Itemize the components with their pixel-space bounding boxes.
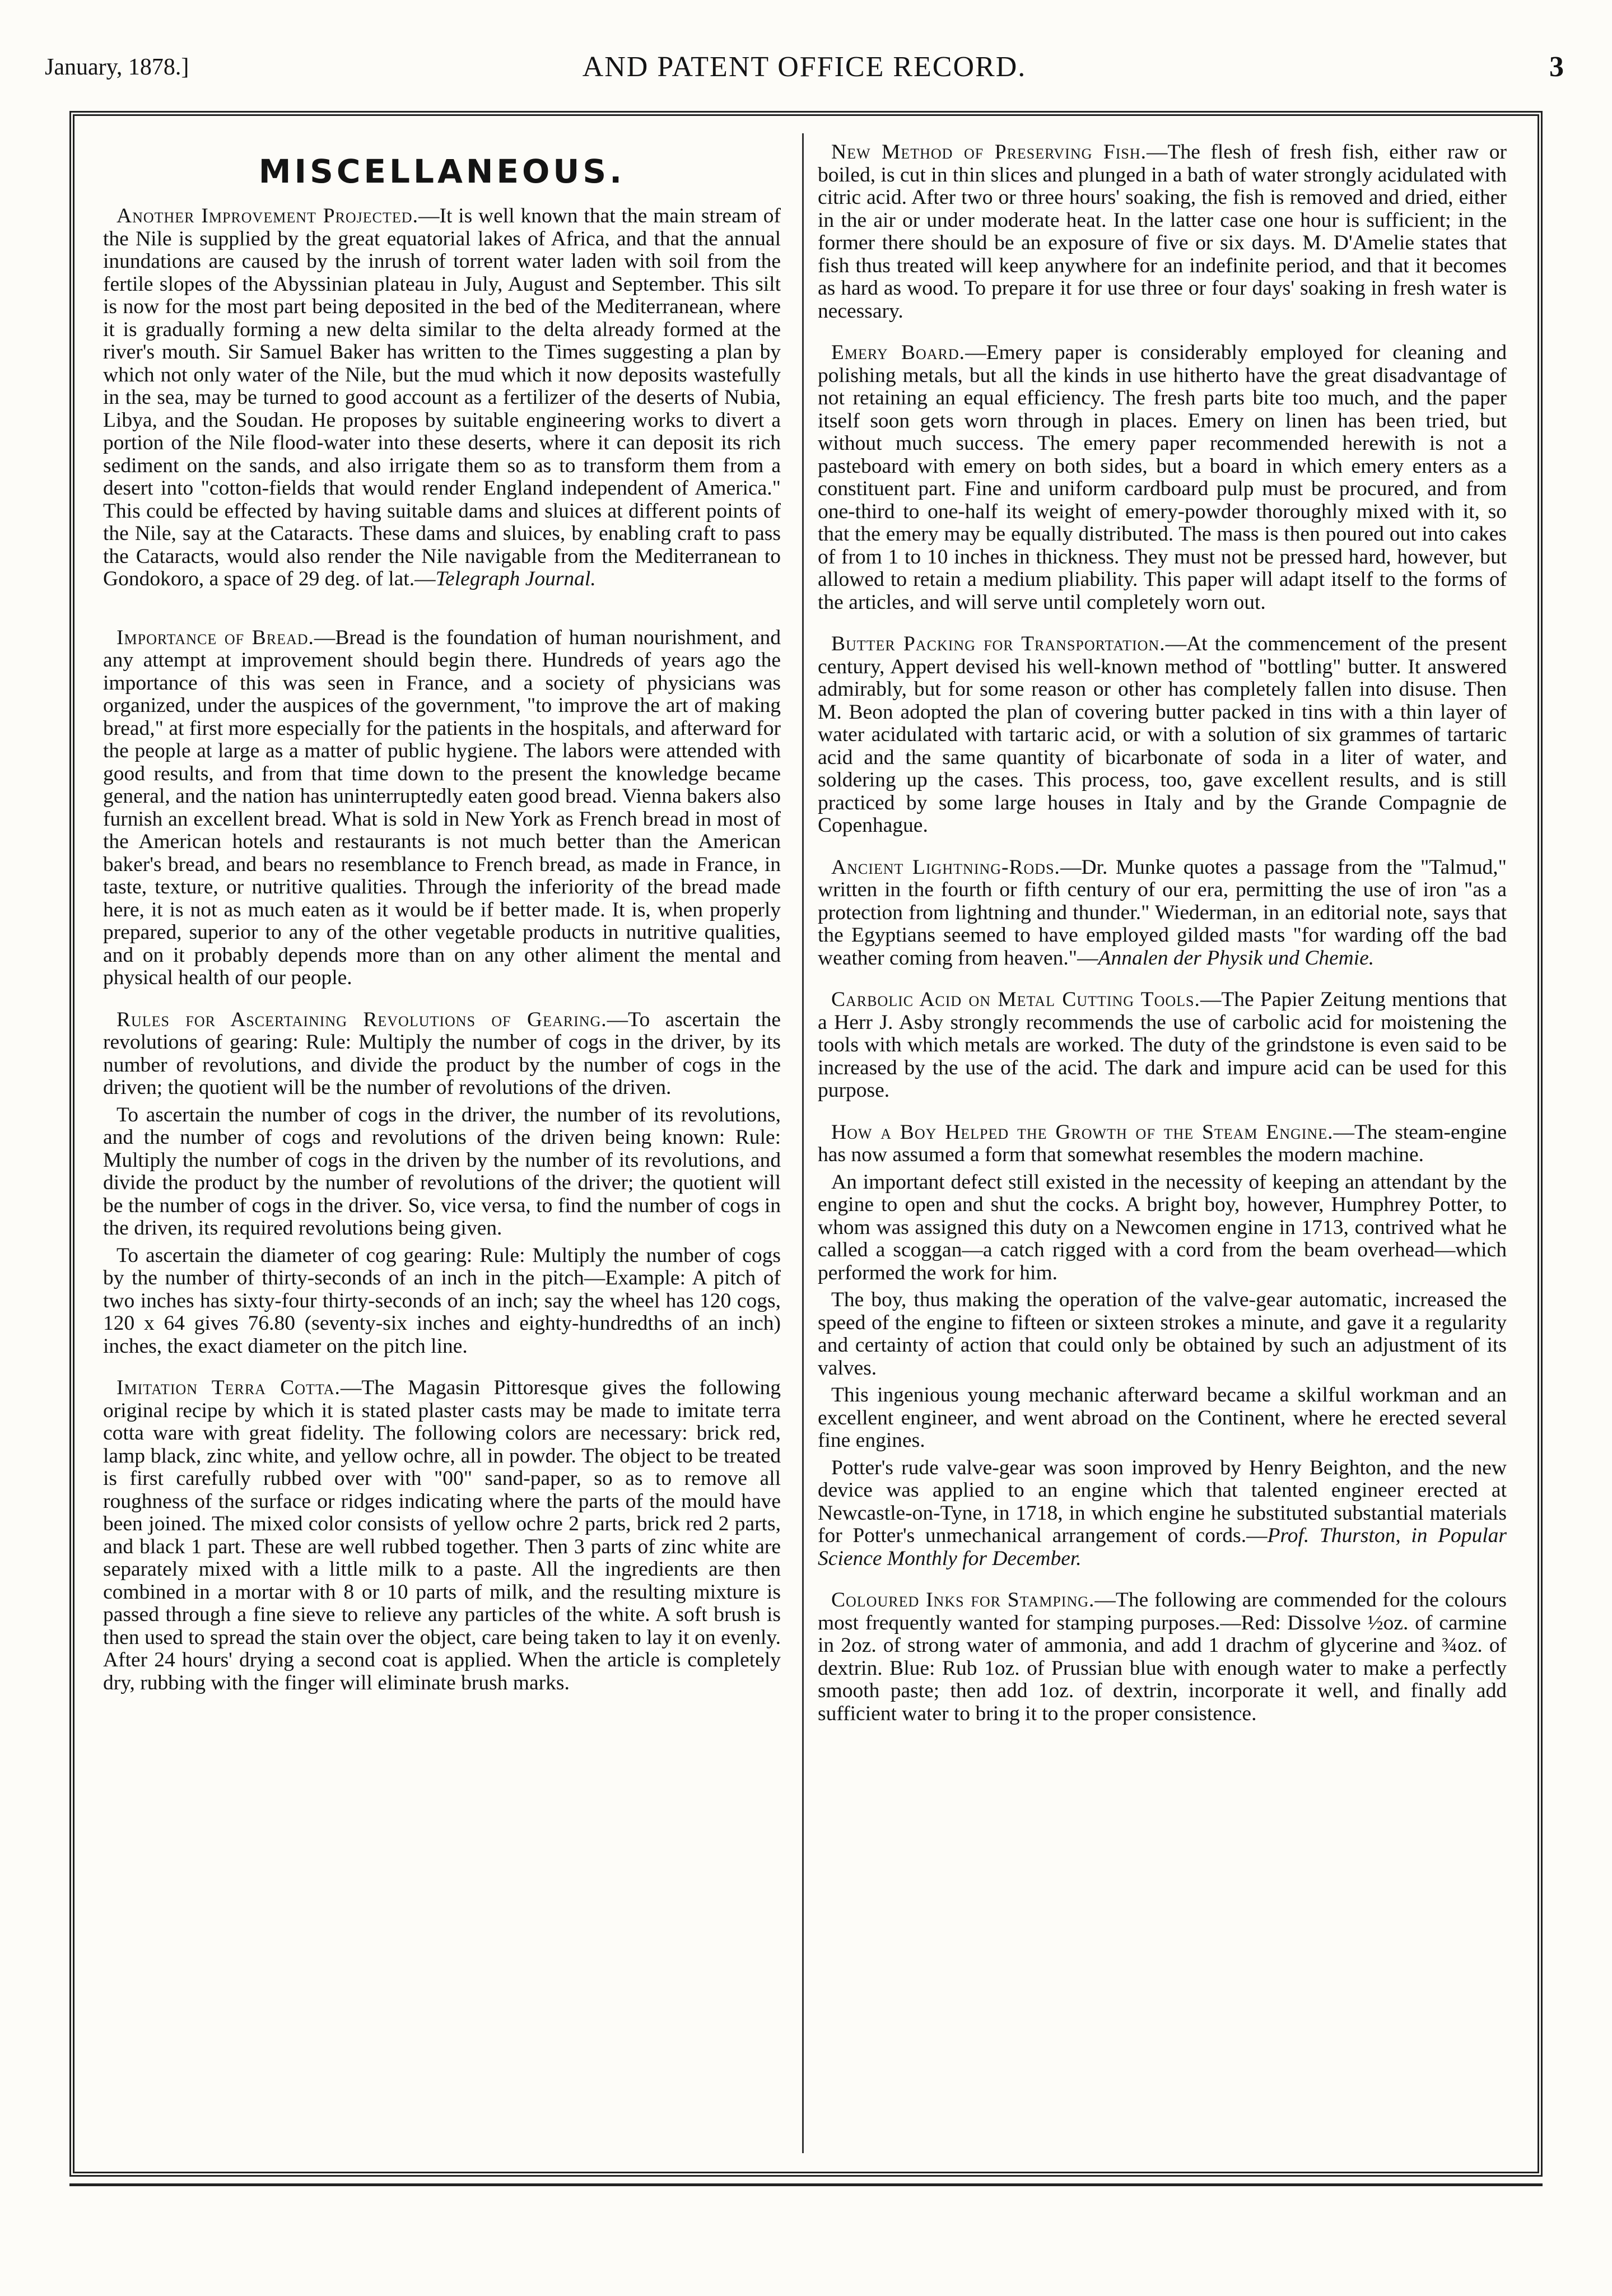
title-separator: — (1333, 1120, 1354, 1144)
article-body: Potter's rude valve-gear was soon improved by Henry Beighton, and the new device was applied to an engine which that talented engineer erected at Newcastle-on-Tyne, in 1718, in which engine he substituted substantial materials for Potter's unmechanical arrangement of cords.— (818, 1456, 1507, 1547)
column-divider (802, 133, 804, 2153)
article-source: Prof. Thurston, in Popular Science Monthly for December. (818, 1524, 1507, 1570)
issue-date: January, 1878.] (45, 54, 189, 80)
article-paragraph (103, 1104, 781, 1240)
article-paragraph (103, 1009, 781, 1100)
article-title: New Method of Preserving Fish. (831, 141, 1147, 164)
article-body: The Papier Zeitung mentions that a Herr J. Asby strongly recommends the use of carbolic acid for moistening the tools with which metals are worked. The duty of the grindstone is even said to be increased by the use of the acid. The dark and impure acid can be used for this purpose. (818, 988, 1507, 1102)
article-paragraph (818, 342, 1507, 614)
running-header (45, 48, 1564, 82)
article-body: The following are commended for the colours most frequently wanted for stamping purposes.—Red: Dissolve ½oz. of carmine in 2oz. of strong water of ammonia, and add 1 drachm of glycerine and ¾oz. of dextrin. Blue: Rub 1oz. of Prussian blue with enough water to make a perfectly smooth paste; then add 1oz. of dextrin, incorporate it well, and finally add sufficient water to bring it to the proper consistence. (818, 1589, 1507, 1725)
article-body: It is well known that the main stream of the Nile is supplied by the great equatorial lakes of Africa, and that the annual inundations are caused by the inrush of torrent water laden with soil from the fertile slopes of the Abyssinian plateau in July, August and September. This silt is now for the most part being deposited in the bed of the Mediterranean, where it is gradually forming a new delta similar to the delta already formed at the river's mouth. Sir Samuel Baker has written to the Times suggesting a plan by which not only water of the Nile, but the mud which it now deposits wastefully in the sea, may be turned to good account as a fertilizer of the deserts of Nubia, Libya, and the Soudan. He proposes by suitable engineering works to divert a portion of the Nile flood-water into these deserts, where it can deposit its rich sediment on the sands, and also irrigate them so as to transform them from a desert into "cotton-fields that would render England independent of America." This could be effected by having suitable dams and sluices at different points of the Nile, say at the Cataracts. These dams and sluices, by enabling craft to pass the Cataracts, would also render the Nile navigable from the Mediterranean to Gondokoro, a space of 29 deg. of lat.— (103, 204, 781, 590)
title-separator: — (1060, 855, 1082, 879)
article-paragraph (818, 633, 1507, 837)
article-body: To ascertain the number of cogs in the driver, the number of its revolutions, and the number of cogs and revolutions of the driven being known: Rule: Multiply the number of cogs in the driven by the number of its revolutions, and divide the product by the number of revolutions of the driver; the quotient will be the number of cogs in the driver. So, vice versa, to find the number of cogs in the driven, its required revolutions being given. (103, 1103, 781, 1240)
article-title: Coloured Inks for Stamping. (831, 1589, 1095, 1612)
article-body: The flesh of fresh fish, either raw or boiled, is cut in thin slices and plunged in a bath of water strongly acidulated with citric acid. After two or three hours' soaking, the fish is removed and dried, either in the air or under moderate heat. In the latter case one hour is sufficient; in the former there should be an exposure of five or six days. M. D'Amelie states that fish thus treated will keep anywhere for an indefinite period, and that it becomes as hard as wood. To prepare it for use three or four days' soaking in fresh water is necessary. (818, 141, 1507, 323)
article-paragraph (103, 1245, 781, 1358)
article-paragraph (818, 141, 1507, 323)
left-column (103, 141, 781, 2146)
article-title: Rules for Ascertaining Revolutions of Gearing. (117, 1008, 607, 1031)
article-title: Ancient Lightning-Rods. (831, 855, 1060, 879)
title-separator: — (418, 204, 440, 227)
article-body: At the commencement of the present century, Appert devised his well-known method of "bottling" butter. It answered admirably, but for some reason or other has completely fallen into disuse. Then M. Beon adopted the plan of covering butter packed in tins with a thin layer of water acidulated with tartaric acid, or with a solution of six grammes of tartaric acid and the same quantity of bicarbonate of soda in a liter of water, and soldering up the cases. This process, too, gave excellent results, and is still practiced by some large houses in Italy and by the Grande Compagnie de Copenhague. (818, 632, 1507, 837)
article-body: Bread is the foundation of human nourishment, and any attempt at improvement should begin there. Hundreds of years ago the importance of this was seen in France, and a society of physicians was organized, under the auspices of the government, "to improve the art of making bread," at first more especially for the patients in the hospitals, and afterward for the people at large as a matter of public hygiene. The labors were attended with good results, and from that time down to the present the knowledge became general, and the nation has uninterruptedly eaten good bread. Vienna bakers also furnish an excellent bread. What is sold in New York as French bread in most of the American hotels and restaurants is not much better than the American baker's bread, and bears no resemblance to French bread, as made in France, in taste, texture, or nutritive qualities. Through the inferiority of the bread made here, it is not as much eaten as it would be if better made. It is, when properly prepared, superior to any of the other vegetable products in nutritive qualities, and on it probably depends more than on any other aliment the mental and physical health of our people. (103, 626, 781, 989)
article-paragraph (818, 1121, 1507, 1167)
right-articles (818, 141, 1507, 1725)
title-separator: — (965, 341, 986, 364)
article-body: The boy, thus making the operation of the valve-gear automatic, increased the speed of the engine to fifteen or sixteen strokes a minute, and gave it a regularity and certainty of action that could only be obtained by such an adjustment of its valves. (818, 1288, 1507, 1380)
article-paragraph (818, 1289, 1507, 1380)
article-title: Carbolic Acid on Metal Cutting Tools. (831, 988, 1200, 1011)
article-title: Another Improvement Projected. (117, 204, 418, 227)
article-body: The steam-engine has now assumed a form that somewhat resembles the modern machine. (818, 1120, 1507, 1166)
title-separator: — (1094, 1589, 1116, 1612)
right-column (818, 141, 1507, 2146)
article-body: To ascertain the diameter of cog gearing: Rule: Multiply the number of cogs by the number of thirty-seconds of an inch in the pitch—Example: A pitch of two inches has sixty-four thirty-seconds of an inch; say the wheel has 120 cogs, 120 x 64 gives 76.80 (seventy-six inches and eighty-hundredths of an inch) inches, the exact diameter on the pitch line. (103, 1244, 781, 1358)
article-title: Imitation Terra Cotta. (117, 1376, 341, 1399)
article-paragraph (818, 1384, 1507, 1452)
title-separator: — (340, 1376, 362, 1399)
title-separator: — (314, 626, 336, 649)
article-body: Emery paper is considerably employed for cleaning and polishing metals, but all the kinds in use hitherto have the great disadvantage of not retaining an equal efficiency. The fresh parts bite too much, and the paper itself soon gets worn through in places. Emery on linen has been tried, but without much success. The emery paper recommended herewith is not a pasteboard with emery on both sides, but a board in which emery enters as a constituent part. Fine and uniform cardboard pulp must be procured, and from one-third to one-half its weight of emery-powder thoroughly mixed with it, so that the emery may be equally distributed. The mass is then poured out into cakes of from 1 to 10 inches in thickness. They must not be pressed hard, however, but allowed to retain a medium pliability. This paper will adapt itself to the forms of the articles, and will serve until completely worn out. (818, 341, 1507, 614)
article-source: Telegraph Journal. (435, 567, 596, 590)
title-separator: — (607, 1008, 628, 1031)
bottom-rule (69, 2183, 1543, 2186)
article-paragraph (818, 1457, 1507, 1571)
article-paragraph (818, 856, 1507, 970)
article-title: Emery Board. (831, 341, 966, 364)
section-title: MISCELLANEOUS. (258, 152, 626, 190)
article-body: This ingenious young mechanic afterward became a skilful workman and an excellent engineer, and went abroad on the Continent, where he erected several fine engines. (818, 1384, 1507, 1452)
article-paragraph (103, 205, 781, 591)
article-body: An important defect still existed in the necessity of keeping an attendant by the engine to open and shut the cocks. A bright boy, however, Humphrey Potter, to whom was assigned this duty on a Newcomen engine in 1713, contrived what he called a scoggan—a catch rigged with a cord from the beam overhead—which performed the work for him. (818, 1170, 1507, 1284)
title-separator: — (1200, 988, 1222, 1011)
journal-title: AND PATENT OFFICE RECORD. (582, 51, 1027, 83)
article-body: Dr. Munke quotes a passage from the "Talmud," written in the fourth or fifth century of our era, permitting the use of iron "as a protection from lightning and thunder." Wiederman, in an editorial note, says that the Egyptians seemed to have employed gilded masts "for warding off the bad weather coming from heaven."— (818, 855, 1507, 970)
article-paragraph (103, 627, 781, 990)
title-separator: — (1165, 632, 1187, 655)
article-title: Importance of Bread. (117, 626, 314, 649)
article-paragraph (818, 1171, 1507, 1285)
article-body: The Magasin Pittoresque gives the following original recipe by which it is stated plaster casts may be made to imitate terra cotta ware with great fidelity. The following colors are necessary: brick red, lamp black, zinc white, and yellow ochre, all in powder. The object to be treated is first carefully rubbed over with "00" sand-paper, so as to remove all roughness of the surface or ridges indicating where the parts of the mould have been joined. The mixed color consists of yellow ochre 2 parts, brick red 2 parts, and black 1 part. These are well rubbed together. Then 3 parts of zinc white are separately mixed with a little milk to a paste. All the ingredients are then combined in a mortar with 8 or 10 parts of milk, and the resulting mixture is passed through a fine sieve to relieve any particles of the white. A soft brush is then used to spread the stain over the object, care being taken to lay it on evenly. After 24 hours' drying a second coat is applied. When the article is completely dry, rubbing with the finger will eliminate brush marks. (103, 1376, 781, 1694)
article-title: Butter Packing for Transportation. (831, 632, 1166, 655)
article-title: How a Boy Helped the Growth of the Steam Engine. (831, 1120, 1334, 1144)
left-articles (103, 205, 781, 1694)
article-paragraph (818, 989, 1507, 1102)
article-source: Annalen der Physik und Chemie. (1098, 946, 1375, 970)
article-paragraph (103, 1377, 781, 1694)
article-body: To ascertain the revolutions of gearing: Rule: Multiply the number of cogs in the driver, by its number of revolutions, and divide the product by the number of cogs in the driven; the quotient will be the number of revolutions of the driven. (103, 1008, 781, 1099)
page-number: 3 (1549, 51, 1564, 83)
article-paragraph (818, 1589, 1507, 1725)
title-separator: — (1147, 141, 1168, 164)
